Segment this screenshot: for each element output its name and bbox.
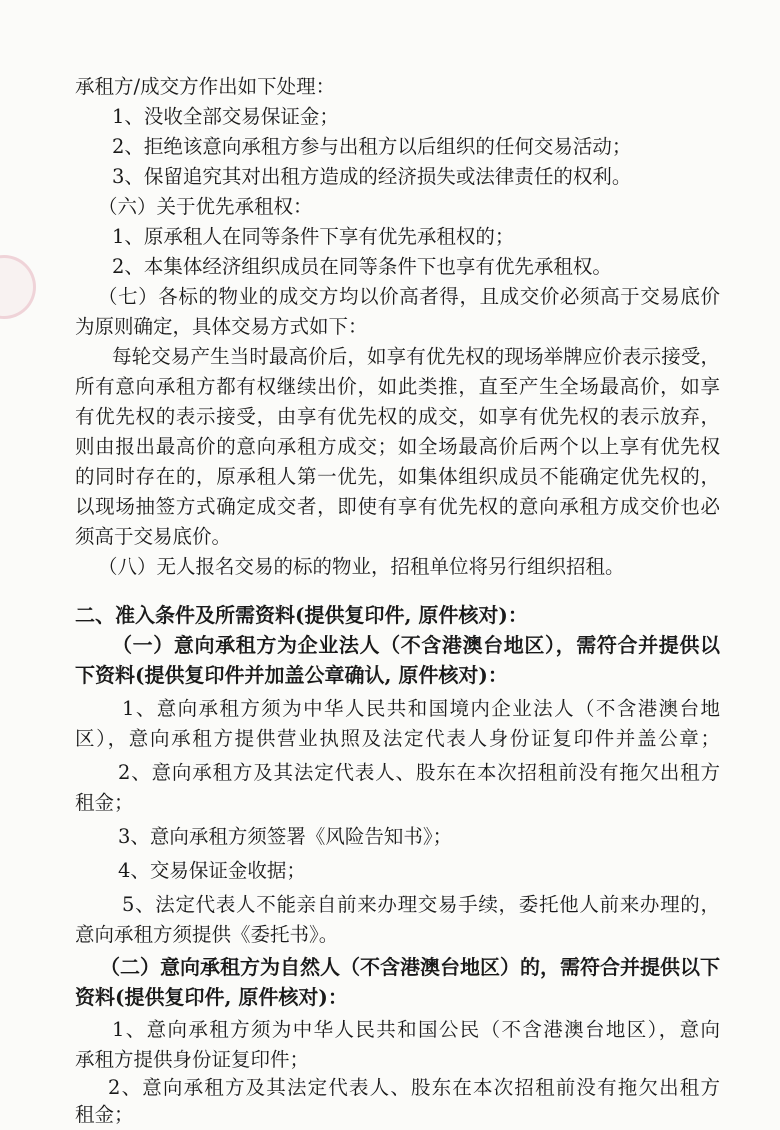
text-line: 2、拒绝该意向承租方参与出租方以后组织的任何交易活动； [112,135,632,158]
text-line: （六）关于优先承租权： [98,195,313,218]
text-line: 承租方提供身份证复印件； [75,1048,310,1071]
section-heading: 二、准入条件及所需资料(提供复印件, 原件核对)： [75,603,528,627]
text-line: 区），意向承租方提供营业执照及法定代表人身份证复印件并盖公章； [75,727,720,750]
text-line: 租金； [75,1103,134,1126]
subsection-heading: 下资料(提供复印件并加盖公章确认, 原件核对)： [75,663,508,687]
text-line: 1、没收全部交易保证金； [112,105,339,128]
text-line: 每轮交易产生当时最高价后，如享有优先权的现场举牌应价表示接受， [112,345,720,368]
subsection-heading: 资料(提供复印件, 原件核对)： [75,985,348,1009]
text-line: 所有意向承租方都有权继续出价，如此类推，直至产生全场最高价，如享 [75,375,720,398]
text-line: 则由报出最高价的意向承租方成交；如全场最高价后两个以上享有优先权 [75,435,720,458]
text-line: 意向承租方须提供《委托书》。 [75,923,339,946]
text-line: 以现场抽签方式确定成交者，即使有享有优先权的意向承租方成交价也必 [75,495,720,518]
subsection-heading: （一）意向承租方为企业法人（不含港澳台地区），需符合并提供以 [112,633,720,657]
text-line: 2、本集体经济组织成员在同等条件下也享有优先承租权。 [112,255,612,278]
text-line: 须高于交易底价。 [75,525,232,548]
text-line: 5、法定代表人不能亲自前来办理交易手续，委托他人前来办理的， [122,893,720,916]
text-line: 1、原承租人在同等条件下享有优先承租权的； [112,225,515,248]
text-line: 3、意向承租方须签署《风险告知书》； [118,825,453,848]
text-line: 承租方/成交方作出如下处理： [75,75,336,98]
text-line: 有优先权的表示接受，由享有优先权的成交，如享有优先权的表示放弃， [75,405,720,428]
text-line: 4、交易保证金收据； [118,859,306,882]
subsection-heading: （二）意向承租方为自然人（不含港澳台地区）的，需符合并提供以下 [100,955,720,979]
text-line: （八）无人报名交易的标的物业，招租单位将另行组织招租。 [98,555,625,578]
text-line: 1、意向承租方须为中华人民共和国境内企业法人（不含港澳台地 [122,697,720,720]
text-line: 3、保留追究其对出租方造成的经济损失或法律责任的权利。 [112,165,632,188]
stamp-mark [0,255,36,319]
text-line: 2、意向承租方及其法定代表人、股东在本次招租前没有拖欠出租方 [118,761,720,784]
text-line: （七）各标的物业的成交方均以价高者得，且成交价必须高于交易底价 [98,285,720,308]
text-line: 的同时存在的，原承租人第一优先，如集体组织成员不能确定优先权的， [75,465,720,488]
text-line: 1、意向承租方须为中华人民共和国公民（不含港澳台地区），意向 [112,1018,720,1041]
text-line: 租金； [75,791,134,814]
text-line: 为原则确定，具体交易方式如下： [75,315,368,338]
text-line: 2、意向承租方及其法定代表人、股东在本次招租前没有拖欠出租方 [108,1076,720,1099]
